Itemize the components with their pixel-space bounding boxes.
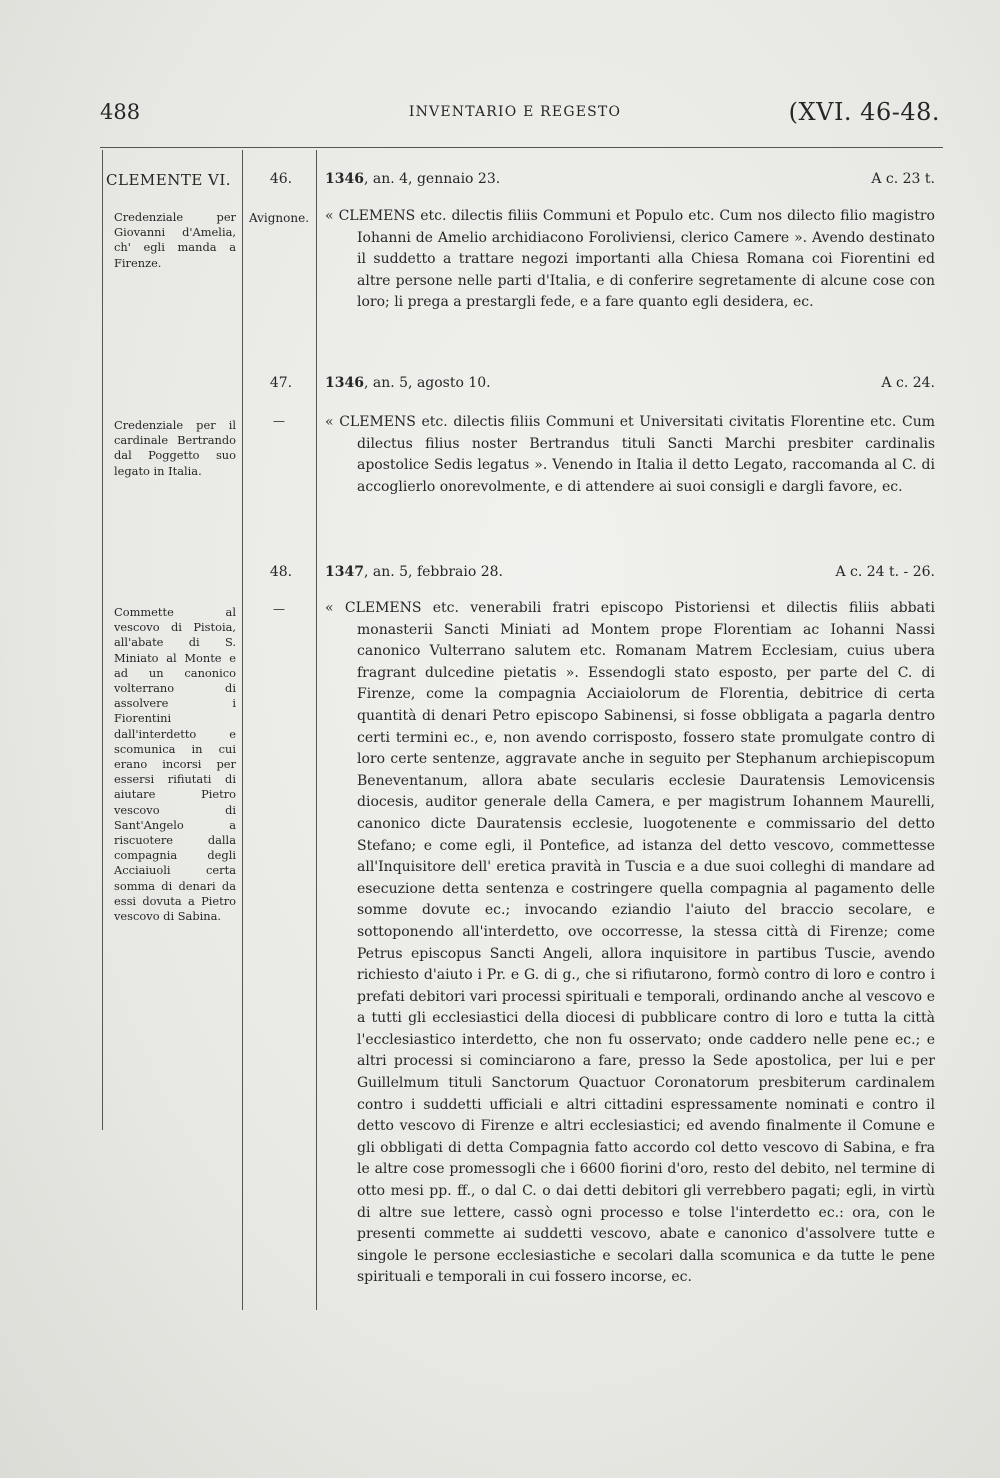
entry-year: 1346 — [325, 171, 364, 187]
entry-summary: Credenziale per Giovanni d'Amelia, ch' egli manda a Firenze. — [114, 210, 236, 270]
entry-year: 1346 — [325, 375, 364, 391]
page-number: 488 — [100, 100, 141, 124]
entry-number: 48. — [269, 564, 293, 580]
archive-reference: A c. 23 t. — [871, 171, 935, 187]
entry-summary: Commette al vescovo di Pistoia, all'abate di S. Miniato al Monte e ad un canonico volterrano di assolvere i Fiorentini dall'interdetto e scomunica in cui erano incorsi per essersi rifiutati di aiutare Pietro vescovo di Sant'Angelo a riscuotere dalla compagnia degli Acciaiuoli certa somma di denari da essi dovuta a Pietro vescovo di Sabina. — [114, 605, 236, 924]
entry-heading — [325, 564, 935, 580]
summary-column-rule — [242, 150, 243, 1310]
entry-date: , an. 5, febbraio 28. — [363, 564, 503, 580]
entry-heading — [325, 375, 935, 391]
entry-heading — [325, 171, 935, 187]
entry-place: — — [273, 602, 285, 616]
number-column-rule — [316, 150, 317, 1310]
entry-text — [325, 598, 935, 1289]
entry-paragraph: « CLEMENS etc. dilectis filiis Communi et Universitati civitatis Florentine etc. Cum dilectus filius noster Bertrandus tituli Sancti Marchi presbiter cardinalis apostolice Sedis legatus ». Venendo in Italia il detto Legato, raccomanda al C. di accoglierlo onorevolmente, e di attendere ai suoi consigli e dargli favore, ec. — [325, 414, 935, 495]
entry-paragraph: « CLEMENS etc. dilectis filiis Communi et Populo etc. Cum nos dilecto filio magistro Iohanni de Amelio archidiacono Foroliviensi, clerico Camere ». Avendo destinato il suddetto a trattare negozi importanti alla Chiesa Romana coi Fiorentini ed altre persone nelle parti d'Italia, e di conferire segretamente di alcune cose con loro; li prega a prestargli fede, e a fare quanto egli desidera, ec. — [325, 208, 935, 311]
entry-number: 47. — [269, 375, 293, 391]
left-column-rule — [102, 150, 103, 1130]
entry-paragraph: « CLEMENS etc. venerabili fratri episcopo Pistoriensi et dilectis filiis abbati monasterii Sancti Miniati ad Montem prope Florentiam ac Iohanni Nassi canonico Vulterrano salutem etc. Romanam Matrem Ecclesiam, cuius ubera fragrant dulcedine pietatis ». Essendogli stato esposto, per parte del C. di Firenze, come la compagnia Acciaiolorum de Florentia, debitrice di certa quantità di denari Petro episcopo Sabinensi, si fosse obbligata a pagarla dentro certi termini ec., e, non avendo corrisposto, fossero state promulgate contro di loro certe sentenze, aggravate anche in seguito per Stephanum archiepiscopum Beneventanum, allora abate secularis ecclesie Dauratensis Lemovicensis diocesis, auditor generale della Camera, e per magistrum Iohannem Maurelli, canonico dicte Dauratensis ecclesie, luogotenente e commissario del detto Stefano; e come egli, il Pontefice, ad istanza del detto vescovo, commettesse all'Inquisitore dell' eretica pravità in Tuscia e a due suoi colleghi di mandare ad esecuzione detta sentenza e costringere quella compagnia al pagamento delle somme dovute ec.; invocando eziandio l'aiuto del braccio secolare, e sottoponendo all'interdetto, ove occorresse, la stessa città di Firenze; come Petrus episcopus Sancti Angeli, allora inquisitore in partibus Tuscie, avendo richiesto d'aiuto i Pr. e G. di g., che si rifiutarono, formò contro di loro e contro i prefati debitori vari processi spirituali e temporali, ordinando anche al vescovo e a tutti gli ecclesiastici della diocesi di pubblicare contro di loro e tutta la città l'ecclesiastico interdetto, che non fu osservato; onde caddero nelle pene ec.; e altri processi si cominciarono a fare, presso la Sede apostolica, per lui e per Guillelmum tituli Sanctorum Quactuor Coronatorum presbiterum cardinalem contro i suddetti ufficiali e altri cittadini espressamente nominati e contro il detto vescovo di Firenze e altri ecclesiastici; ed avendo finalmente il Comune e gli obbligati di detta Compagnia fatto accordo col detto vescovo di Sabina, e fra le altre cose promessogli che i 6600 fiorini d'oro, resto del debito, nel termine di otto mesi pp. ff., o dal C. o dai detti debitori gli verrebbero pagati; egli, in virtù di altre sue lettere, cassò ogni processo e tolse l'interdetto ec.: ora, con le presenti commette ai suddetti vescovo, abate e canonico d'assolvere tutte e singole le persone ecclesiastiche e secolari dalla scomunica e da tutte le pene spirituali e temporali in cui fossero incorse, ec. — [325, 600, 935, 1286]
entry-summary: Credenziale per il cardinale Bertrando dal Poggetto suo legato in Italia. — [114, 418, 236, 478]
entry-date: , an. 4, gennaio 23. — [363, 171, 501, 187]
archive-reference: A c. 24. — [881, 375, 935, 391]
table-top-rule — [100, 147, 943, 148]
entry-number: 46. — [269, 171, 293, 187]
entry-place: — — [273, 414, 285, 428]
archive-reference: A c. 24 t. - 26. — [835, 564, 935, 580]
running-head — [100, 100, 940, 130]
pope-heading: CLEMENTE VI. — [106, 171, 232, 189]
entry-text — [325, 412, 935, 498]
entry-year: 1347 — [325, 564, 364, 580]
running-title: INVENTARIO E REGESTO — [408, 104, 622, 120]
entry-range: (XVI. 46-48. — [788, 98, 940, 126]
entry-place: Avignone. — [248, 211, 310, 225]
entry-text — [325, 206, 935, 314]
entry-date: , an. 5, agosto 10. — [363, 375, 491, 391]
